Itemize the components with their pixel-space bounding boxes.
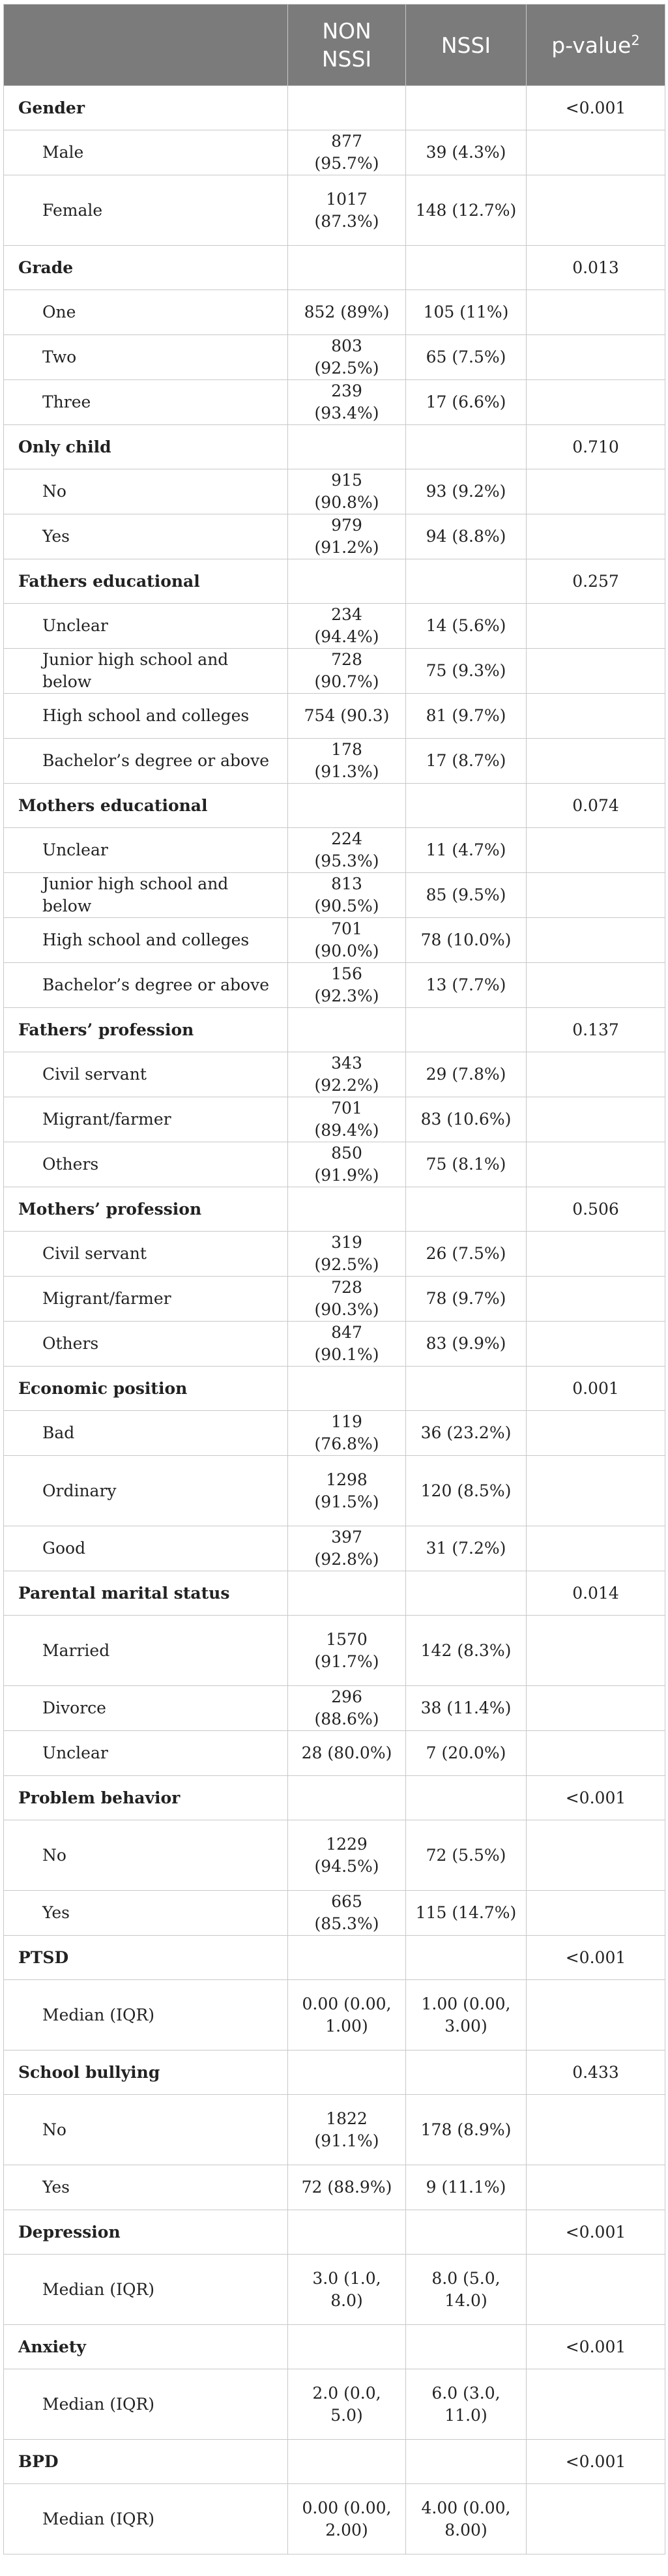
nssi-cell: 6.0 (3.0, 11.0): [406, 2369, 527, 2440]
row-label: Male: [4, 130, 288, 175]
nssi-cell: [406, 2325, 527, 2369]
row-label: Others: [4, 1322, 288, 1367]
non-nssi-cell: 1229 (94.5%): [288, 1820, 406, 1891]
non-nssi-cell: [288, 1008, 406, 1052]
nssi-cell: [406, 784, 527, 828]
p-value-cell: [527, 694, 665, 739]
nssi-cell: [406, 1008, 527, 1052]
non-nssi-cell: [288, 1776, 406, 1820]
nssi-cell: 8.0 (5.0, 14.0): [406, 2255, 527, 2325]
row-label: No: [4, 469, 288, 514]
nssi-cell: 105 (11%): [406, 290, 527, 335]
header-p-value-label: p-value: [551, 32, 632, 58]
non-nssi-cell: 850 (91.9%): [288, 1142, 406, 1187]
non-nssi-cell: 2.0 (0.0, 5.0): [288, 2369, 406, 2440]
header-row: [4, 5, 665, 86]
row-label: Yes: [4, 1891, 288, 1936]
row-label: High school and colleges: [4, 918, 288, 963]
nssi-cell: 75 (9.3%): [406, 649, 527, 694]
non-nssi-cell: [288, 2325, 406, 2369]
row-label: Yes: [4, 2165, 288, 2210]
row-label: One: [4, 290, 288, 335]
non-nssi-cell: [288, 1571, 406, 1616]
row-label: No: [4, 1820, 288, 1891]
nssi-cell: 178 (8.9%): [406, 2095, 527, 2165]
nssi-cell: 38 (11.4%): [406, 1686, 527, 1731]
non-nssi-cell: 72 (88.9%): [288, 2165, 406, 2210]
row-label: Bad: [4, 1411, 288, 1456]
non-nssi-cell: 1822 (91.1%): [288, 2095, 406, 2165]
nssi-cell: 120 (8.5%): [406, 1456, 527, 1526]
p-value-cell: [527, 2095, 665, 2165]
nssi-cell: 115 (14.7%): [406, 1891, 527, 1936]
results-table: [3, 4, 665, 2554]
non-nssi-cell: 0.00 (0.00, 2.00): [288, 2484, 406, 2554]
row-label: Anxiety: [4, 2325, 288, 2369]
non-nssi-cell: [288, 2050, 406, 2095]
table-body: [4, 86, 665, 2554]
row-label: Unclear: [4, 1731, 288, 1776]
row-label: BPD: [4, 2440, 288, 2484]
p-value-cell: 0.013: [527, 246, 665, 290]
p-value-cell: <0.001: [527, 86, 665, 130]
non-nssi-cell: [288, 1936, 406, 1980]
p-value-cell: 0.001: [527, 1367, 665, 1411]
nssi-cell: 11 (4.7%): [406, 828, 527, 873]
header-p-value-footnote: 2: [631, 32, 640, 48]
nssi-cell: [406, 1936, 527, 1980]
non-nssi-cell: 234 (94.4%): [288, 604, 406, 649]
p-value-cell: [527, 335, 665, 380]
nssi-cell: 94 (8.8%): [406, 514, 527, 559]
non-nssi-cell: 803 (92.5%): [288, 335, 406, 380]
p-value-cell: [527, 1686, 665, 1731]
p-value-cell: <0.001: [527, 1936, 665, 1980]
non-nssi-cell: 397 (92.8%): [288, 1526, 406, 1571]
row-label: Problem behavior: [4, 1776, 288, 1820]
p-value-cell: <0.001: [527, 2440, 665, 2484]
non-nssi-cell: 852 (89%): [288, 290, 406, 335]
p-value-cell: [527, 1891, 665, 1936]
non-nssi-cell: 847 (90.1%): [288, 1322, 406, 1367]
nssi-cell: [406, 1187, 527, 1232]
p-value-cell: [527, 739, 665, 784]
non-nssi-cell: 3.0 (1.0, 8.0): [288, 2255, 406, 2325]
row-label: Good: [4, 1526, 288, 1571]
p-value-cell: [527, 1322, 665, 1367]
p-value-cell: [527, 1232, 665, 1277]
nssi-cell: 26 (7.5%): [406, 1232, 527, 1277]
nssi-cell: [406, 246, 527, 290]
nssi-cell: 148 (12.7%): [406, 175, 527, 246]
non-nssi-cell: 877 (95.7%): [288, 130, 406, 175]
non-nssi-cell: 701 (90.0%): [288, 918, 406, 963]
non-nssi-cell: 728 (90.3%): [288, 1277, 406, 1322]
p-value-cell: [527, 1277, 665, 1322]
p-value-cell: [527, 1142, 665, 1187]
p-value-cell: [527, 2255, 665, 2325]
nssi-cell: [406, 2050, 527, 2095]
non-nssi-cell: [288, 2210, 406, 2255]
row-label: School bullying: [4, 2050, 288, 2095]
p-value-cell: [527, 2369, 665, 2440]
p-value-cell: [527, 1097, 665, 1142]
nssi-cell: 85 (9.5%): [406, 873, 527, 918]
row-label: Fathers’ profession: [4, 1008, 288, 1052]
p-value-cell: 0.433: [527, 2050, 665, 2095]
p-value-cell: [527, 469, 665, 514]
non-nssi-cell: [288, 1367, 406, 1411]
p-value-cell: <0.001: [527, 2210, 665, 2255]
non-nssi-cell: 28 (80.0%): [288, 1731, 406, 1776]
p-value-cell: 0.137: [527, 1008, 665, 1052]
p-value-cell: [527, 1052, 665, 1097]
p-value-cell: [527, 828, 665, 873]
p-value-cell: 0.257: [527, 559, 665, 604]
row-label: Two: [4, 335, 288, 380]
p-value-cell: [527, 1820, 665, 1891]
row-label: Median (IQR): [4, 1980, 288, 2050]
non-nssi-cell: 224 (95.3%): [288, 828, 406, 873]
non-nssi-cell: 239 (93.4%): [288, 380, 406, 425]
non-nssi-cell: 915 (90.8%): [288, 469, 406, 514]
nssi-cell: [406, 1776, 527, 1820]
header-non-nssi: NON NSSI: [288, 5, 406, 86]
nssi-cell: 36 (23.2%): [406, 1411, 527, 1456]
non-nssi-cell: [288, 2440, 406, 2484]
p-value-cell: [527, 604, 665, 649]
header-p-value: [527, 5, 665, 86]
non-nssi-cell: [288, 559, 406, 604]
row-label: Parental marital status: [4, 1571, 288, 1616]
nssi-cell: 13 (7.7%): [406, 963, 527, 1008]
row-label: Mothers’ profession: [4, 1187, 288, 1232]
nssi-cell: 1.00 (0.00, 3.00): [406, 1980, 527, 2050]
non-nssi-cell: [288, 1187, 406, 1232]
p-value-cell: [527, 130, 665, 175]
row-label: Civil servant: [4, 1232, 288, 1277]
row-label: Unclear: [4, 828, 288, 873]
non-nssi-cell: 1298 (91.5%): [288, 1456, 406, 1526]
row-label: Grade: [4, 246, 288, 290]
p-value-cell: [527, 1980, 665, 2050]
p-value-cell: <0.001: [527, 1776, 665, 1820]
p-value-cell: [527, 873, 665, 918]
nssi-cell: 83 (9.9%): [406, 1322, 527, 1367]
nssi-cell: [406, 559, 527, 604]
non-nssi-cell: 0.00 (0.00, 1.00): [288, 1980, 406, 2050]
non-nssi-cell: [288, 425, 406, 469]
p-value-cell: [527, 649, 665, 694]
nssi-cell: 72 (5.5%): [406, 1820, 527, 1891]
header-nssi: NSSI: [406, 5, 527, 86]
row-label: Median (IQR): [4, 2484, 288, 2554]
non-nssi-cell: 1570 (91.7%): [288, 1616, 406, 1686]
p-value-cell: [527, 1411, 665, 1456]
nssi-cell: [406, 425, 527, 469]
non-nssi-cell: [288, 246, 406, 290]
nssi-cell: [406, 1571, 527, 1616]
non-nssi-cell: 813 (90.5%): [288, 873, 406, 918]
nssi-cell: 75 (8.1%): [406, 1142, 527, 1187]
p-value-cell: [527, 1731, 665, 1776]
non-nssi-cell: 178 (91.3%): [288, 739, 406, 784]
nssi-cell: 78 (9.7%): [406, 1277, 527, 1322]
row-label: Junior high school and below: [4, 873, 288, 918]
row-label: Mothers educational: [4, 784, 288, 828]
nssi-cell: 78 (10.0%): [406, 918, 527, 963]
p-value-cell: [527, 380, 665, 425]
p-value-cell: [527, 2484, 665, 2554]
row-label: Migrant/farmer: [4, 1097, 288, 1142]
row-label: PTSD: [4, 1936, 288, 1980]
nssi-cell: 39 (4.3%): [406, 130, 527, 175]
row-label: Others: [4, 1142, 288, 1187]
p-value-cell: [527, 175, 665, 246]
p-value-cell: [527, 290, 665, 335]
non-nssi-cell: 1017 (87.3%): [288, 175, 406, 246]
non-nssi-cell: 665 (85.3%): [288, 1891, 406, 1936]
p-value-cell: 0.710: [527, 425, 665, 469]
non-nssi-cell: 754 (90.3): [288, 694, 406, 739]
nssi-cell: 17 (6.6%): [406, 380, 527, 425]
non-nssi-cell: 343 (92.2%): [288, 1052, 406, 1097]
p-value-cell: 0.014: [527, 1571, 665, 1616]
row-label: Economic position: [4, 1367, 288, 1411]
row-label: Yes: [4, 514, 288, 559]
row-label: No: [4, 2095, 288, 2165]
nssi-cell: 7 (20.0%): [406, 1731, 527, 1776]
row-label: Junior high school and below: [4, 649, 288, 694]
nssi-cell: 17 (8.7%): [406, 739, 527, 784]
header-variable: [4, 5, 288, 86]
row-label: Median (IQR): [4, 2369, 288, 2440]
row-label: Unclear: [4, 604, 288, 649]
p-value-cell: [527, 1456, 665, 1526]
row-label: Only child: [4, 425, 288, 469]
non-nssi-cell: 701 (89.4%): [288, 1097, 406, 1142]
nssi-cell: 81 (9.7%): [406, 694, 527, 739]
p-value-cell: [527, 1526, 665, 1571]
row-label: Median (IQR): [4, 2255, 288, 2325]
nssi-cell: [406, 1367, 527, 1411]
row-label: Bachelor’s degree or above: [4, 739, 288, 784]
nssi-cell: 9 (11.1%): [406, 2165, 527, 2210]
row-label: Fathers educational: [4, 559, 288, 604]
non-nssi-cell: 319 (92.5%): [288, 1232, 406, 1277]
p-value-cell: 0.074: [527, 784, 665, 828]
nssi-cell: [406, 2440, 527, 2484]
nssi-cell: 142 (8.3%): [406, 1616, 527, 1686]
row-label: Civil servant: [4, 1052, 288, 1097]
non-nssi-cell: 728 (90.7%): [288, 649, 406, 694]
nssi-cell: [406, 2210, 527, 2255]
row-label: Gender: [4, 86, 288, 130]
p-value-cell: [527, 514, 665, 559]
row-label: Female: [4, 175, 288, 246]
row-label: Three: [4, 380, 288, 425]
p-value-cell: [527, 1616, 665, 1686]
row-label: Bachelor’s degree or above: [4, 963, 288, 1008]
p-value-cell: 0.506: [527, 1187, 665, 1232]
non-nssi-cell: 156 (92.3%): [288, 963, 406, 1008]
nssi-cell: 4.00 (0.00, 8.00): [406, 2484, 527, 2554]
non-nssi-cell: [288, 86, 406, 130]
p-value-cell: [527, 2165, 665, 2210]
nssi-cell: 93 (9.2%): [406, 469, 527, 514]
non-nssi-cell: [288, 784, 406, 828]
non-nssi-cell: 119 (76.8%): [288, 1411, 406, 1456]
row-label: Migrant/farmer: [4, 1277, 288, 1322]
row-label: Depression: [4, 2210, 288, 2255]
p-value-cell: [527, 918, 665, 963]
nssi-cell: 31 (7.2%): [406, 1526, 527, 1571]
non-nssi-cell: 296 (88.6%): [288, 1686, 406, 1731]
p-value-cell: [527, 963, 665, 1008]
row-label: Married: [4, 1616, 288, 1686]
row-label: High school and colleges: [4, 694, 288, 739]
nssi-cell: [406, 86, 527, 130]
row-label: Ordinary: [4, 1456, 288, 1526]
p-value-cell: <0.001: [527, 2325, 665, 2369]
nssi-cell: 83 (10.6%): [406, 1097, 527, 1142]
non-nssi-cell: 979 (91.2%): [288, 514, 406, 559]
nssi-cell: 65 (7.5%): [406, 335, 527, 380]
nssi-cell: 14 (5.6%): [406, 604, 527, 649]
row-label: Divorce: [4, 1686, 288, 1731]
nssi-cell: 29 (7.8%): [406, 1052, 527, 1097]
